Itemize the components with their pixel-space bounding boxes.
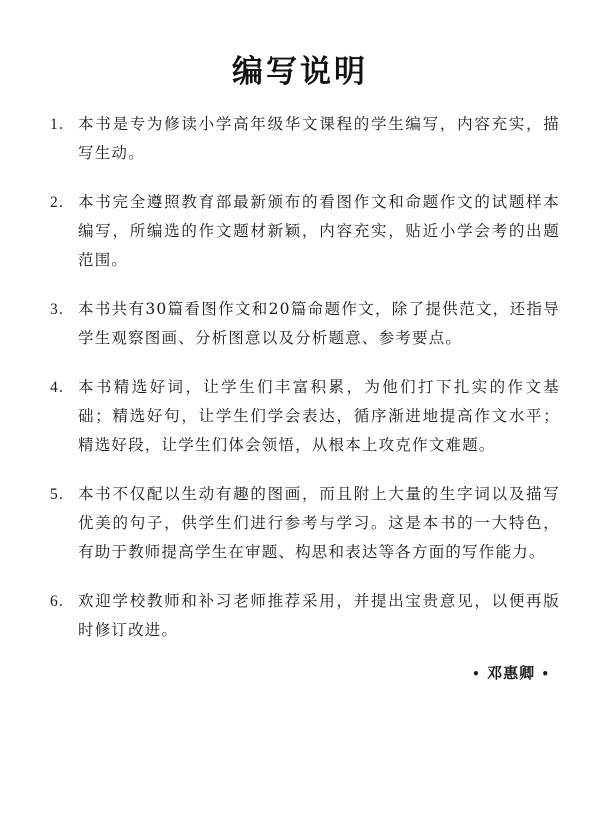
list-item xyxy=(50,110,560,168)
item-text: 本书完全遵照教育部最新颁布的看图作文和命题作文的试题样本编写，所编选的作文题材新颖，内容充实，贴近小学会考的出题范围。 xyxy=(78,193,560,269)
list-item xyxy=(50,480,560,567)
list-item xyxy=(50,587,560,645)
page-title: 编写说明 xyxy=(232,54,368,90)
author-signature xyxy=(472,662,550,683)
bullet-right: • xyxy=(541,667,550,681)
item-number: 1. xyxy=(50,116,65,133)
instruction-list xyxy=(50,110,560,665)
item-text: 本书精选好词，让学生们丰富积累，为他们打下扎实的作文基础；精选好句，让学生们学会表达，循序渐进地提高作文水平；精选好段，让学生们体会领悟，从根本上攻克作文难题。 xyxy=(78,378,560,454)
author-name: 邓惠卿 xyxy=(487,664,536,682)
list-item xyxy=(50,373,560,460)
item-number: 3. xyxy=(50,301,65,318)
item-text: 本书不仅配以生动有趣的图画，而且附上大量的生字词以及描写优美的句子，供学生们进行参考与学习。这是本书的一大特色，有助于教师提高学生在审题、构思和表达等各方面的写作能力。 xyxy=(78,485,560,561)
list-item xyxy=(50,295,560,353)
item-number: 5. xyxy=(50,486,65,503)
bullet-left: • xyxy=(472,667,481,681)
item-text: 本书是专为修读小学高年级华文课程的学生编写，内容充实，描写生动。 xyxy=(78,115,560,162)
list-item xyxy=(50,188,560,275)
item-text: 欢迎学校教师和补习老师推荐采用，并提出宝贵意见，以便再版时修订改进。 xyxy=(78,592,560,639)
item-number: 6. xyxy=(50,593,65,610)
item-number: 4. xyxy=(50,379,65,396)
item-text: 本书共有30篇看图作文和20篇命题作文，除了提供范文，还指导学生观察图画、分析图意以及分析题意、参考要点。 xyxy=(78,300,560,347)
item-number: 2. xyxy=(50,194,65,211)
